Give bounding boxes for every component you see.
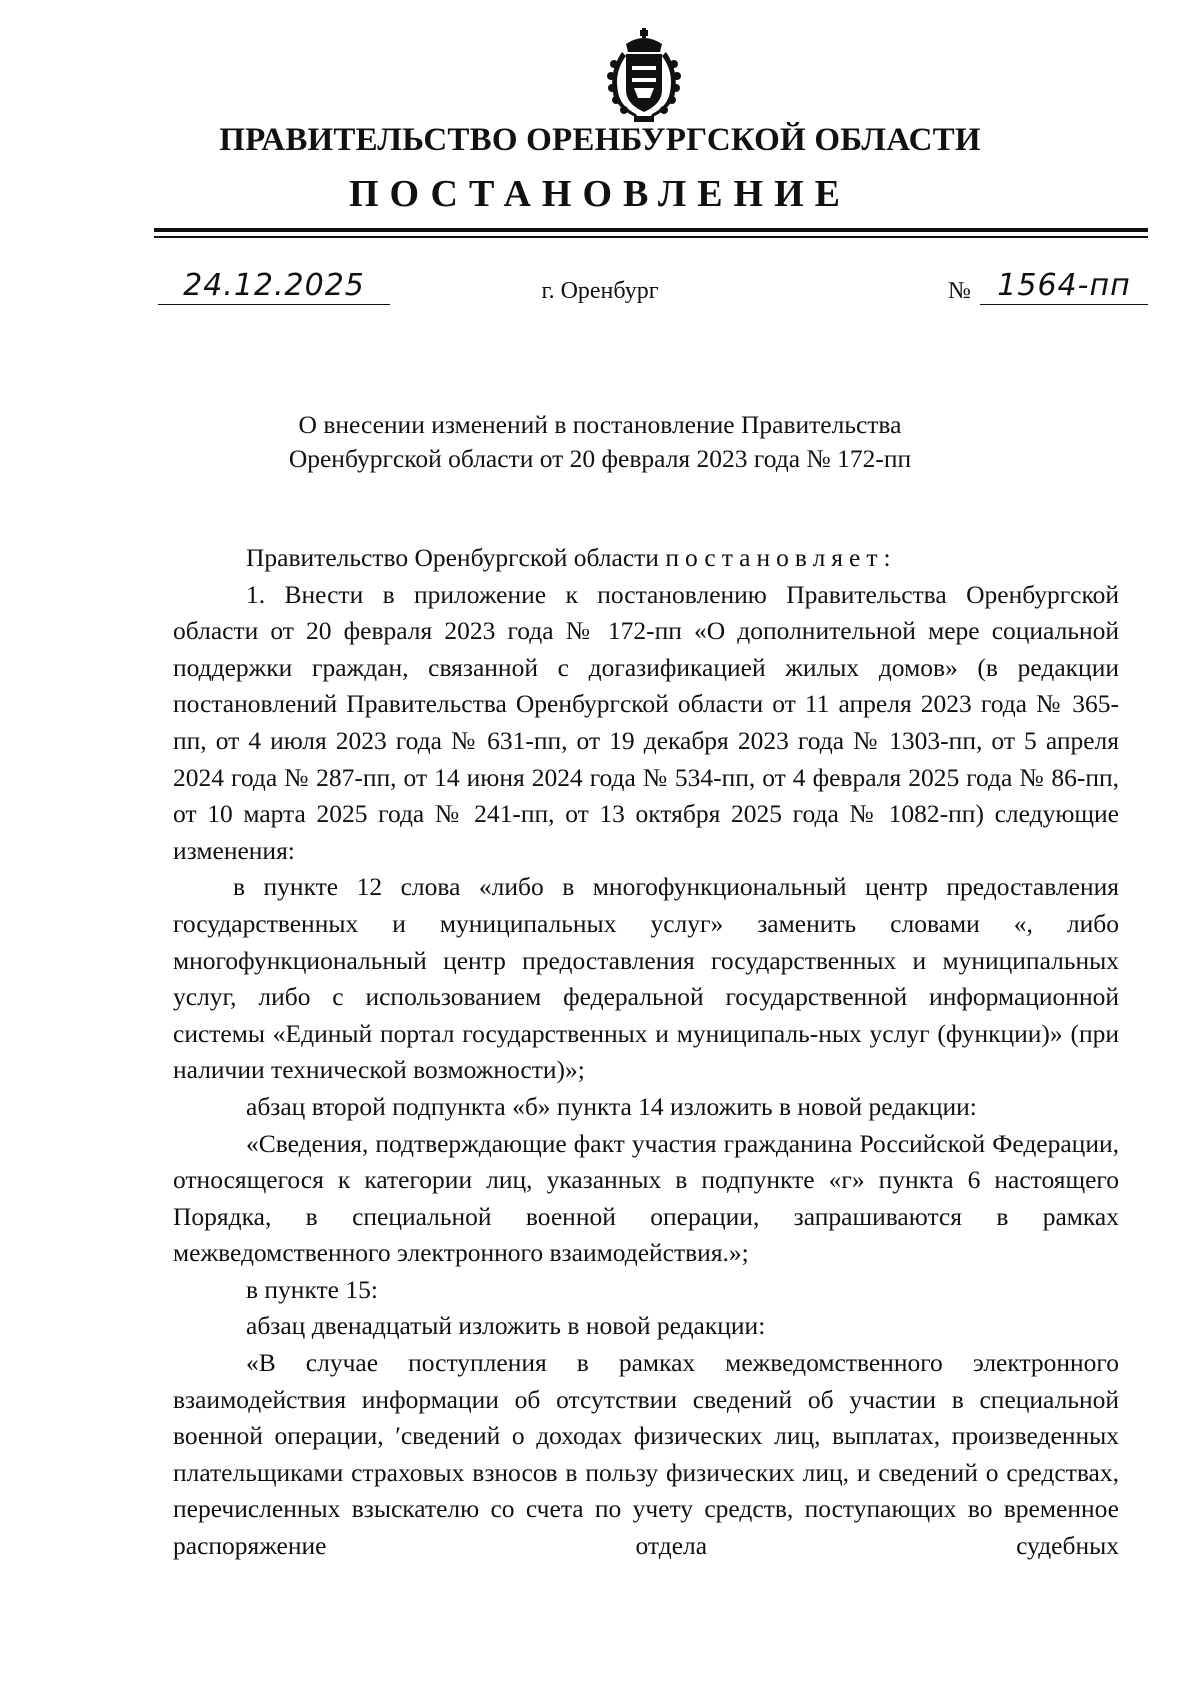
header-divider-thin: [154, 236, 1148, 238]
document-city: г. Оренбург: [541, 278, 659, 304]
intro-verb: постановляет:: [665, 543, 897, 572]
document-number-label: №: [948, 278, 971, 304]
coat-of-arms-icon: [604, 28, 684, 123]
subject-line-2: Оренбургской области от 20 февраля 2023 года № 172-пп: [288, 444, 912, 473]
paragraph-3: абзац второй подпункта «б» пункта 14 изложить в новой редакции:: [246, 1091, 977, 1121]
document-type: ПОСТАНОВЛЕНИЕ: [348, 173, 852, 215]
subject-line-1: О внесении изменений в постановление Правительства: [298, 410, 902, 439]
paragraph-1: 1. Внести в приложение к постановлению Правительства Оренбургской области от 20 февраля 2023 года № 172-пп «О дополнительной мере социальной поддержки граждан, связанной с догазификацией жилых домов» (в редакции постановлений Правительства Оренбургской области от 11 апреля 2023 года № 365-пп, от 4 июля 2023 года № 631-пп, от 19 декабря 2023 года № 1303-пп, от 5 апреля 2024 года № 287-пп, от 14 июня 2024 года № 534-пп, от 4 февраля 2025 года № 86-пп, от 10 марта 2025 года № 241-пп, от 13 октября 2025 года № 1082-пп) следующие изменения:: [173, 579, 1119, 865]
document-body: [173, 540, 1119, 1565]
paragraph-6: абзац двенадцатый изложить в новой редакции:: [246, 1311, 766, 1341]
document-date: 24.12.2025: [158, 268, 390, 305]
document-subject: [0, 408, 1200, 476]
paragraph-4: «Сведения, подтверждающие факт участия гражданина Российской Федерации, относящегося к категории лиц, указанных в подпункте «г» пункта 6 настоящего Порядка, в специальной военной операции, запрашиваются в рамках межведомственного электронного взаимодействия.»;: [173, 1128, 1119, 1268]
paragraph-7: «В случае поступления в рамках межведомственного электронного взаимодействия информации об отсутствии сведений об участии в специальной военной операции, ʹсведений о доходах физических лиц, выплатах, произведенных плательщиками страховых взносов в пользу физических лиц, и сведений о средствах, перечисленных взыскателю со счета по учету средств, поступающих во временное распоряжение отдела судебных: [173, 1348, 1119, 1561]
paragraph-5: в пункте 15:: [246, 1274, 378, 1304]
header-divider-thick: [154, 228, 1148, 232]
intro-prefix: Правительство Оренбургской области: [246, 543, 659, 572]
document-number: 1564-пп: [980, 268, 1148, 305]
intro-paragraph: [173, 540, 1119, 577]
paragraph-2: в пункте 12 слова «либо в многофункциональный центр предоставления государственных и муниципальных услуг» заменить словами «, либо многофункциональный центр предоставления государственных и муниципальных услуг, либо с использованием федеральной государственной информационной системы «Единый портал государственных и муниципаль-ных услуг (функции)» (при наличии технической возможности)»;: [173, 872, 1119, 1085]
organization-title: ПРАВИТЕЛЬСТВО ОРЕНБУРГСКОЙ ОБЛАСТИ: [219, 122, 981, 158]
